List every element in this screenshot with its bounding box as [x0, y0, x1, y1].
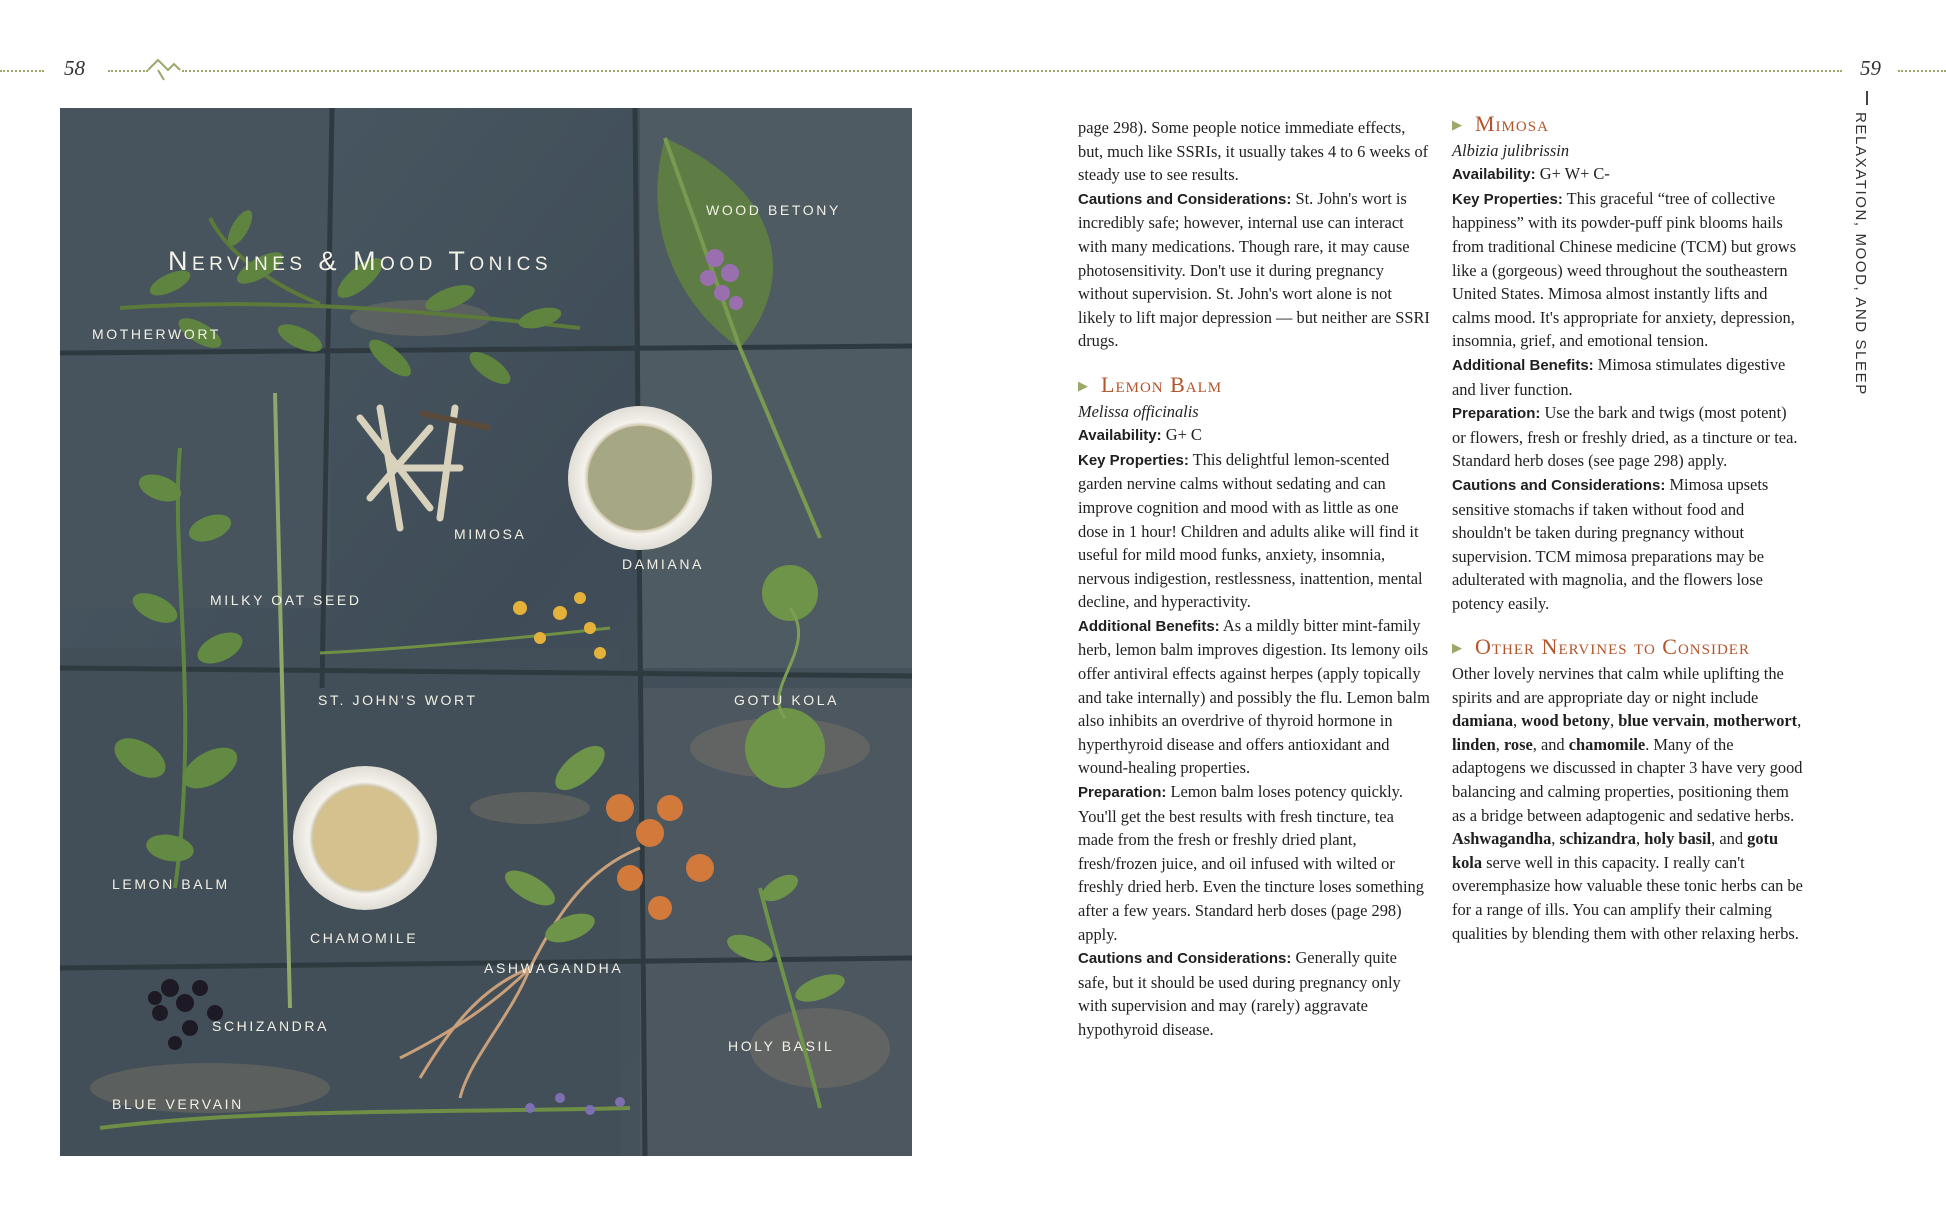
header-rule-left [108, 70, 148, 72]
lemon-balm-key-properties: Key Properties: This delightful lemon-scented garden nervine calms without sedating and can improve cognition and mood with as little as one dose in 1 hour! Children and adults alike will find it useful for mild mood funks, anxiety, insomnia, nervous indigestion, restlessness, inattention, mental decline, and hyperactivity. [1078, 449, 1423, 612]
triangle-bullet-icon: ▶ [1452, 640, 1463, 656]
mimosa-latin: Albizia julibrissin [1452, 140, 1570, 160]
label-holy-basil: HOLY BASIL [728, 1038, 835, 1054]
lemon-balm-latin: Melissa officinalis [1078, 401, 1199, 421]
triangle-bullet-icon: ▶ [1078, 377, 1089, 393]
header-rule-left-outer [0, 70, 44, 72]
label-ashwagandha: ASHWAGANDHA [484, 960, 624, 976]
mimosa-preparation: Preparation: Use the bark and twigs (most potent) or flowers, fresh or freshly dried, as a tincture or tea. Standard herb doses (see page 298) apply. [1452, 403, 1798, 471]
lemon-balm-preparation: Preparation: Lemon balm loses potency quickly. You'll get the best results with fresh tincture, tea made from the fresh or freshly dried plant, fresh/frozen juice, and oil infused with wilted or freshly dried herb. Even the tincture loses something after a few years. Standard herb doses (page 298) apply. [1078, 782, 1424, 944]
label-milky-oat-seed: MILKY OAT SEED [210, 592, 362, 608]
text-column-right [1452, 112, 1804, 945]
mimosa-cautions: Cautions and Considerations: Mimosa upsets sensitive stomachs if taken without food and shouldn't be taken during pregnancy without supervision. TCM mimosa preparations may be adulterated with magnolia, and the flowers lose potency easily. [1452, 474, 1769, 613]
label-chamomile: CHAMOMILE [310, 930, 419, 946]
herbs-photo [60, 108, 912, 1156]
chapter-title-vertical: RELAXATION, MOOD, AND SLEEP [1852, 112, 1869, 396]
label-motherwort: MOTHERWORT [92, 326, 221, 342]
label-damiana: DAMIANA [622, 556, 704, 572]
label-schizandra: SCHIZANDRA [212, 1018, 330, 1034]
intro-paragraph: page 298). Some people notice immediate effects, but, much like SSRIs, it usually takes 4 to 6 weeks of steady use to see results. [1078, 118, 1429, 185]
stjohns-cautions: Cautions and Considerations: St. John's wort is incredibly safe; however, internal use can interact with many medications. Though rare, it may cause photosensitivity. Don't use it during pregnancy without supervision. St. John's wort alone is not likely to lift major depression — but neither are SSRI drugs. [1078, 188, 1430, 351]
lemon-balm-availability: Availability: G+ C [1078, 425, 1202, 445]
mimosa-heading: ▶ Mimosa [1452, 111, 1549, 136]
label-mimosa: MIMOSA [454, 526, 527, 542]
mimosa-key-properties: Key Properties: This graceful “tree of collective happiness” with its powder-puff pink blooms hails from traditional Chinese medicine (TCM) but grows like a (gorgeous) weed throughout the southeastern United States. Mimosa almost instantly lifts and calms mood. It's appropriate for anxiety, depression, insomnia, grief, and emotional tension. [1452, 188, 1797, 351]
mimosa-availability: Availability: G+ W+ C- [1452, 164, 1610, 184]
label-blue-vervain: BLUE VERVAIN [112, 1096, 244, 1112]
photo-title: Nervines & Mood Tonics [167, 246, 553, 276]
chevron-ornament-icon [146, 58, 182, 84]
lemon-balm-heading: ▶ Lemon Balm [1078, 371, 1223, 397]
mimosa-additional-benefits: Additional Benefits: Mimosa stimulates digestive and liver function. [1452, 354, 1786, 399]
other-nervines-heading: ▶ Other Nervines to Consider [1452, 634, 1750, 660]
chapter-title-bar [1866, 91, 1868, 105]
label-wood-betony: WOOD BETONY [706, 202, 841, 218]
left-page-number: 58 [64, 56, 85, 80]
label-st-johns-wort: ST. JOHN'S WORT [318, 692, 478, 708]
triangle-bullet-icon: ▶ [1452, 117, 1463, 132]
header-rule-right [1898, 70, 1946, 72]
header-rule-main [182, 70, 1842, 72]
label-lemon-balm: LEMON BALM [112, 876, 230, 892]
lemon-balm-additional-benefits: Additional Benefits: As a mildly bitter mint-family herb, lemon balm improves digestion. Its lemony oils offer antiviral effects against herpes (apply topically and take internally) and possibly the flu. Lemon balm also inhibits an overdrive of thyroid hormone in hyperthyroid disease and offers antioxidant and wound-healing properties. [1078, 615, 1430, 778]
text-column-left [1078, 116, 1430, 1042]
other-nervines-paragraph: Other lovely nervines that calm while uplifting the spirits and are appropriate day or night include damiana, wood betony, blue vervain, motherwort, linden, rose, and chamomile. Many of the adaptogens we discussed in chapter 3 have very good balancing and calming properties, positioning them as a bridge between adaptogenic and sedative herbs. Ashwagandha, schizandra, holy basil, and gotu kola serve well in this capacity. I really can't overemphasize how valuable these tonic herbs can be for a range of ills. You can amplify their calming qualities by blending them with other relaxing herbs. [1452, 664, 1803, 943]
lemon-balm-cautions: Cautions and Considerations: Generally quite safe, but it should be used during pregnancy only with supervision and may (rarely) aggravate hypothyroid disease. [1078, 948, 1401, 1039]
right-page-number: 59 [1860, 56, 1881, 80]
label-gotu-kola: GOTU KOLA [734, 692, 840, 708]
